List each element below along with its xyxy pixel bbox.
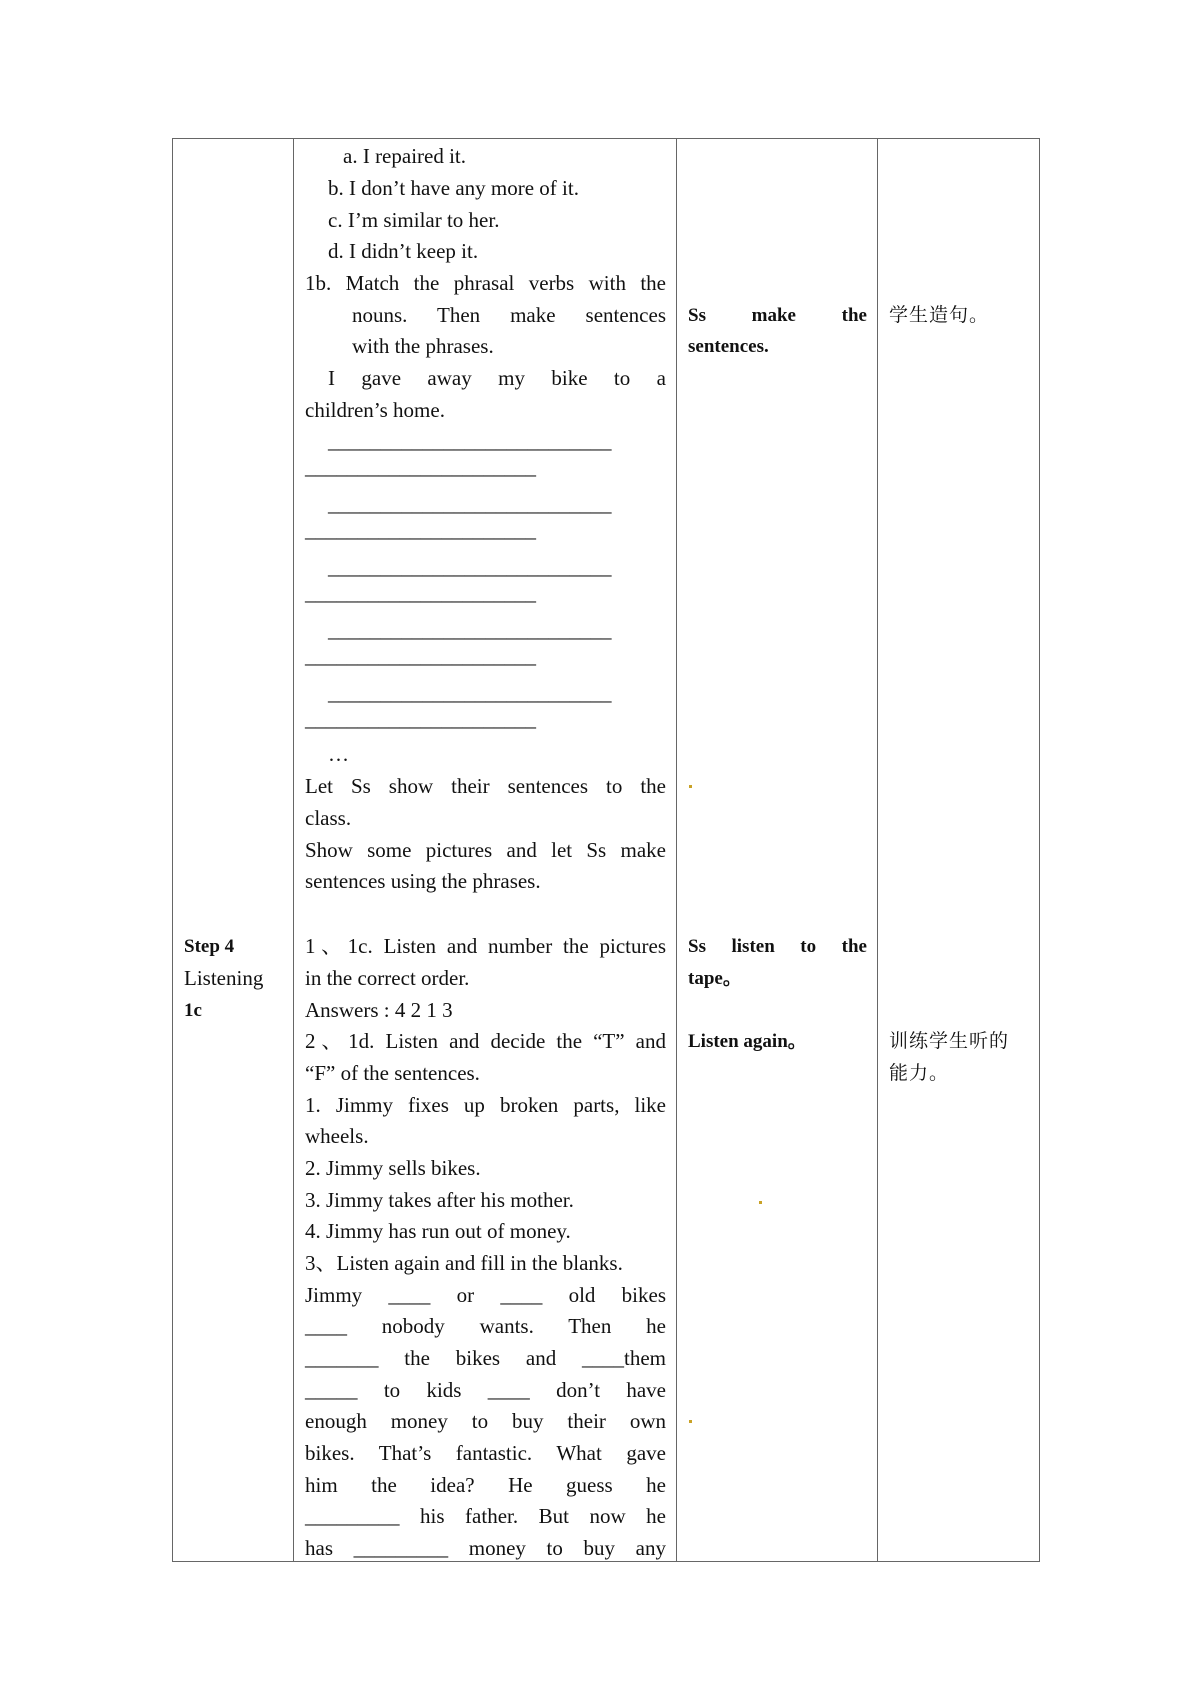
stray-mark	[689, 1420, 692, 1423]
content-column	[294, 139, 677, 1561]
tf-statement-3: 3. Jimmy takes after his mother.	[305, 1188, 574, 1212]
option-d: d. I didn’t keep it.	[328, 239, 479, 263]
purpose-column	[878, 139, 1040, 1561]
fill-line-2: ____ nobody wants. Then he	[305, 1314, 666, 1338]
fill-line-8: _________ his father. But now he	[305, 1504, 666, 1528]
listen-1-line-2: in the correct order.	[305, 966, 470, 990]
answer-blank: ___________________________	[328, 618, 612, 642]
answer-blank: ___________________________	[328, 555, 612, 579]
option-b: b. I don’t have any more of it.	[328, 176, 579, 200]
answers: Answers : 4 2 1 3	[305, 998, 453, 1022]
example-line-2: children’s home.	[305, 398, 445, 422]
option-c: c. I’m similar to her.	[328, 208, 500, 232]
show-line-3: Show some pictures and let Ss make	[305, 838, 666, 862]
show-line-2: class.	[305, 806, 352, 830]
activity-make: Ss make the	[688, 305, 867, 326]
purpose-listening: 训练学生听的	[889, 1030, 1010, 1052]
task-1b-line-3: with the phrases.	[352, 334, 494, 358]
tf-statement-1: 1. Jimmy fixes up broken parts, like	[305, 1093, 666, 1117]
activity-listen-again: Listen again。	[688, 1031, 807, 1052]
fill-line-6: bikes. That’s fantastic. What gave	[305, 1441, 666, 1465]
fill-line-7: him the idea? He guess he	[305, 1473, 666, 1497]
listen-2-line-1: 2、1d. Listen and decide the “T” and	[305, 1029, 666, 1053]
listen-2-line-2: “F” of the sentences.	[305, 1061, 480, 1085]
example-line-1: I gave away my bike to a	[328, 366, 666, 390]
task-1b-line-2: nouns. Then make sentences	[352, 303, 666, 327]
fill-line-4: _____ to kids ____ don’t have	[305, 1378, 666, 1402]
answer-blank: ______________________	[305, 518, 536, 542]
stray-mark	[689, 785, 692, 788]
listen-3: 3、Listen again and fill in the blanks.	[305, 1251, 623, 1275]
fill-line-1: Jimmy ____ or ____ old bikes	[305, 1283, 666, 1307]
answer-blank: ______________________	[305, 581, 536, 605]
answer-blank: ___________________________	[328, 681, 612, 705]
answer-blank: ______________________	[305, 707, 536, 731]
show-line-4: sentences using the phrases.	[305, 869, 541, 893]
listen-1-line-1: 1、1c. Listen and number the pictures	[305, 934, 666, 958]
task-1b-line-1: 1b. Match the phrasal verbs with the	[305, 271, 666, 295]
show-line-1: Let Ss show their sentences to the	[305, 774, 666, 798]
activity-listen-cont: tape。	[688, 968, 742, 989]
answer-blank: ___________________________	[328, 429, 612, 453]
step-code: 1c	[184, 1000, 202, 1021]
fill-line-3: _______ the bikes and ____them	[305, 1346, 666, 1370]
activity-column	[677, 139, 878, 1561]
activity-make-cont: sentences.	[688, 336, 769, 357]
step-name: Listening	[184, 966, 264, 990]
purpose-sentences: 学生造句。	[889, 304, 990, 326]
fill-line-5: enough money to buy their own	[305, 1409, 666, 1433]
tf-statement-1-cont: wheels.	[305, 1124, 369, 1148]
step-title: Step 4	[184, 936, 235, 957]
answer-blank: ______________________	[305, 455, 536, 479]
purpose-listening-cont: 能力。	[889, 1062, 950, 1084]
lesson-table	[172, 138, 1040, 1562]
ellipsis: …	[328, 742, 349, 766]
tf-statement-2: 2. Jimmy sells bikes.	[305, 1156, 481, 1180]
answer-blank: ______________________	[305, 644, 536, 668]
step-column	[173, 139, 294, 1561]
answer-blank: ___________________________	[328, 492, 612, 516]
option-a: a. I repaired it.	[343, 144, 467, 168]
fill-line-9: has _________ money to buy any	[305, 1536, 666, 1560]
tf-statement-4: 4. Jimmy has run out of money.	[305, 1219, 571, 1243]
activity-listen: Ss listen to the	[688, 936, 867, 957]
